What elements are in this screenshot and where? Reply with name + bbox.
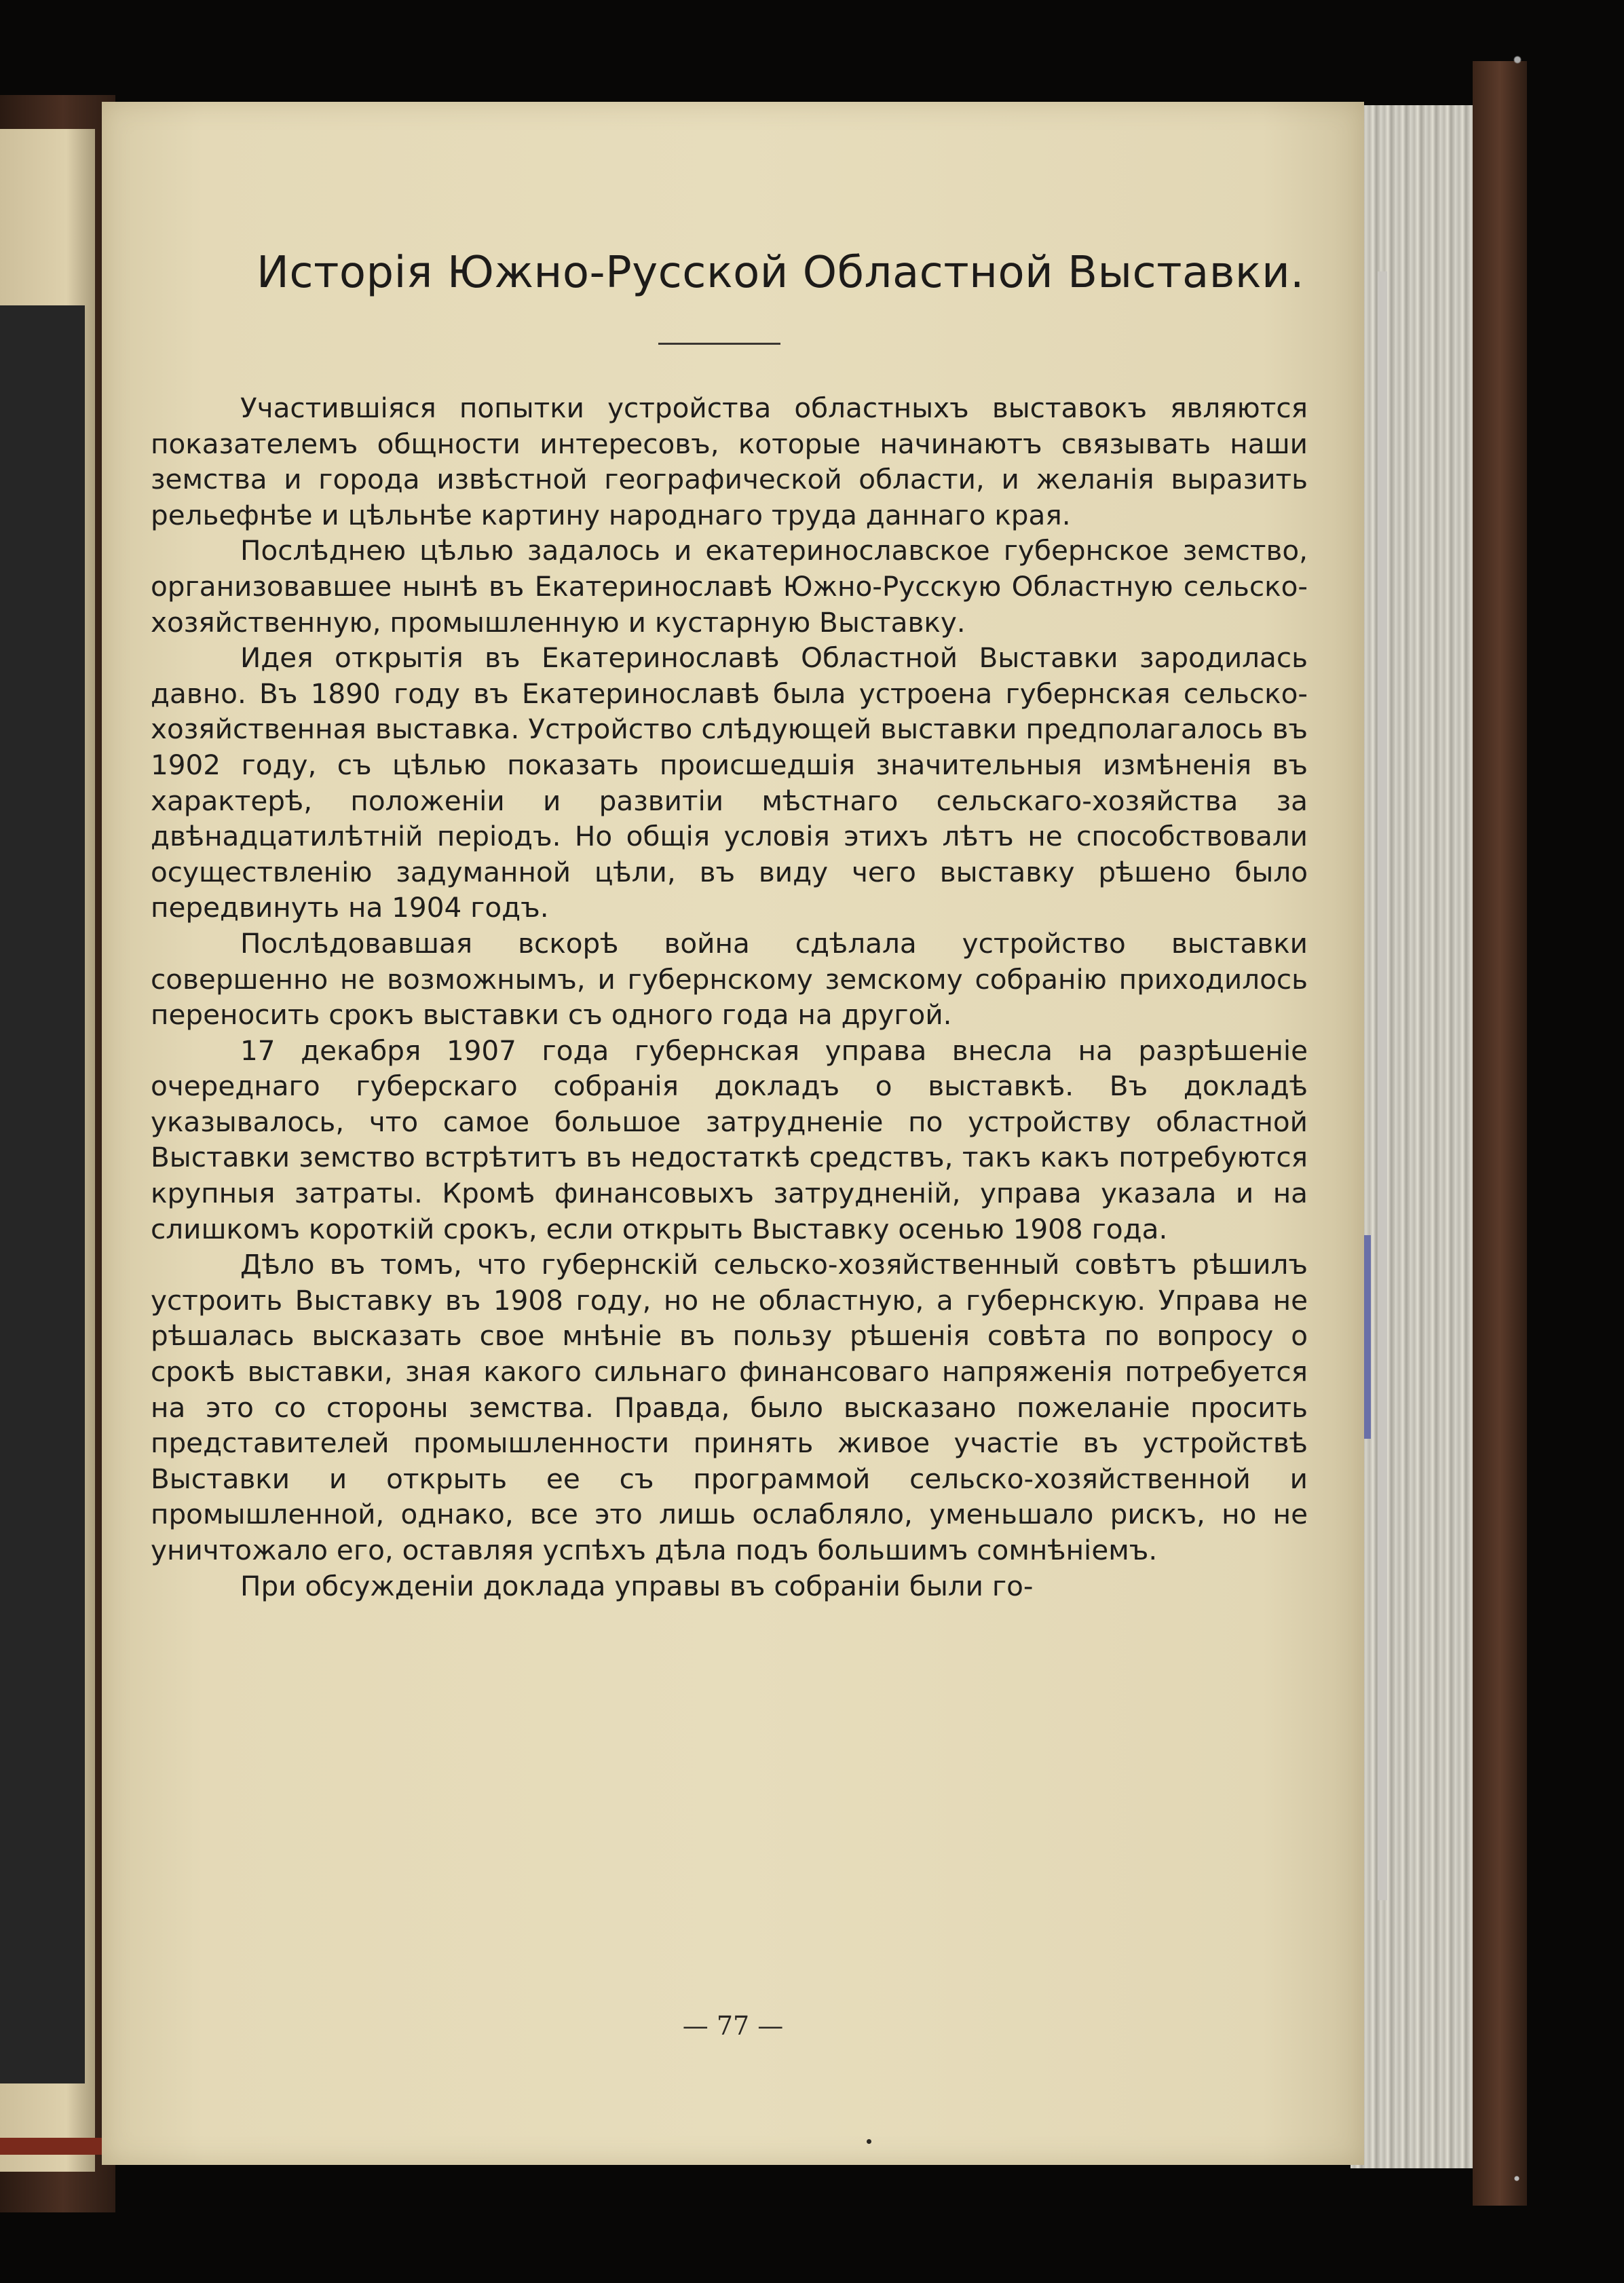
- dust-speck: [1503, 2168, 1530, 2189]
- page-number: — 77 —: [682, 2011, 784, 2041]
- book-cover-right: [1473, 61, 1527, 2206]
- title-divider: [658, 343, 780, 345]
- page-block-stripe: [1378, 271, 1387, 1900]
- page-block-edge: [1351, 105, 1473, 2168]
- page-edge-red-stain: [0, 2138, 102, 2155]
- page-title: Исторія Южно-Русской Областной Выставки.: [257, 248, 1304, 298]
- paragraph: Послѣднею цѣлью задалось и екатеринославское губернское земство, организовавшее нынѣ въ Екатеринославѣ Южно-Русскую Областную сельско-хозяйственную, промышленную и кустарную Выставку.: [151, 534, 1308, 639]
- paragraph: Дѣло въ томъ, что губернскій сельско-хозяйственный совѣтъ рѣшилъ устроить Выставку въ 1908 году, но не областную, а губернскую. Управа не рѣшалась высказать свое мнѣніе въ пользу рѣшенія совѣта по вопросу о срокѣ выставки, зная какого сильнаго финансоваго напряженія потребуется на это со стороны земства. Правда, было высказано пожеланіе просить представителей промышленности принять живое участіе въ устройствѣ Выставки и открыть ее съ программой сельско-хозяйственной и промышленной, однако, все это лишь ослабляло, уменьшало рискъ, но не уничтожало его, оставляя успѣхъ дѣла подъ большимъ сомнѣніемъ.: [151, 1248, 1308, 1566]
- body-text: [151, 390, 1308, 1604]
- book-page: [102, 102, 1364, 2165]
- paragraph: 17 декабря 1907 года губернская управа внесла на разрѣшеніе очереднаго губерскаго собранія докладъ о выставкѣ. Въ докладѣ указывалось, что самое большое затрудненіе по устройству областной Выставки земство встрѣтитъ въ недостаткѣ средствъ, такъ какъ потребуются крупныя затраты. Кромѣ финансовыхъ затрудненій, управа указала и на слишкомъ короткій срокъ, если открыть Выставку осенью 1908 года.: [151, 1034, 1308, 1245]
- paragraph: Участившіяся попытки устройства областныхъ выставокъ являются показателемъ общности интересовъ, которые начинаютъ связывать наши земства и города извѣстной географической области, и желанія выразить рельефнѣе и цѣльнѣе картину народнаго труда даннаго края.: [151, 392, 1308, 531]
- paragraph: При обсужденіи доклада управы въ собраніи были го-: [240, 1569, 1034, 1602]
- ink-dot: [867, 2139, 871, 2144]
- dust-speck: [1512, 54, 1523, 65]
- facing-page-shadow: [0, 305, 85, 2083]
- paragraph: Послѣдовавшая вскорѣ война сдѣлала устройство выставки совершенно не возможнымъ, и губернскому земскому собранію приходилось переносить срокъ выставки съ одного года на другой.: [151, 926, 1308, 1032]
- paragraph: Идея открытія въ Екатеринославѣ Областной Выставки зародилась давно. Въ 1890 году въ Екатеринославѣ была устроена губернская сельско-хозяйственная выставка. Устройство слѣдующей выставки предполагалось въ 1902 году, съ цѣлью показать происшедшія значительныя измѣненія въ характерѣ, положеніи и развитіи мѣстнаго сельскаго-хозяйства за двѣнадцатилѣтній періодъ. Но общія условія этихъ лѣтъ не способствовали осуществленію задуманной цѣли, въ виду чего выставку рѣшено было передвинуть на 1904 годъ.: [151, 641, 1308, 924]
